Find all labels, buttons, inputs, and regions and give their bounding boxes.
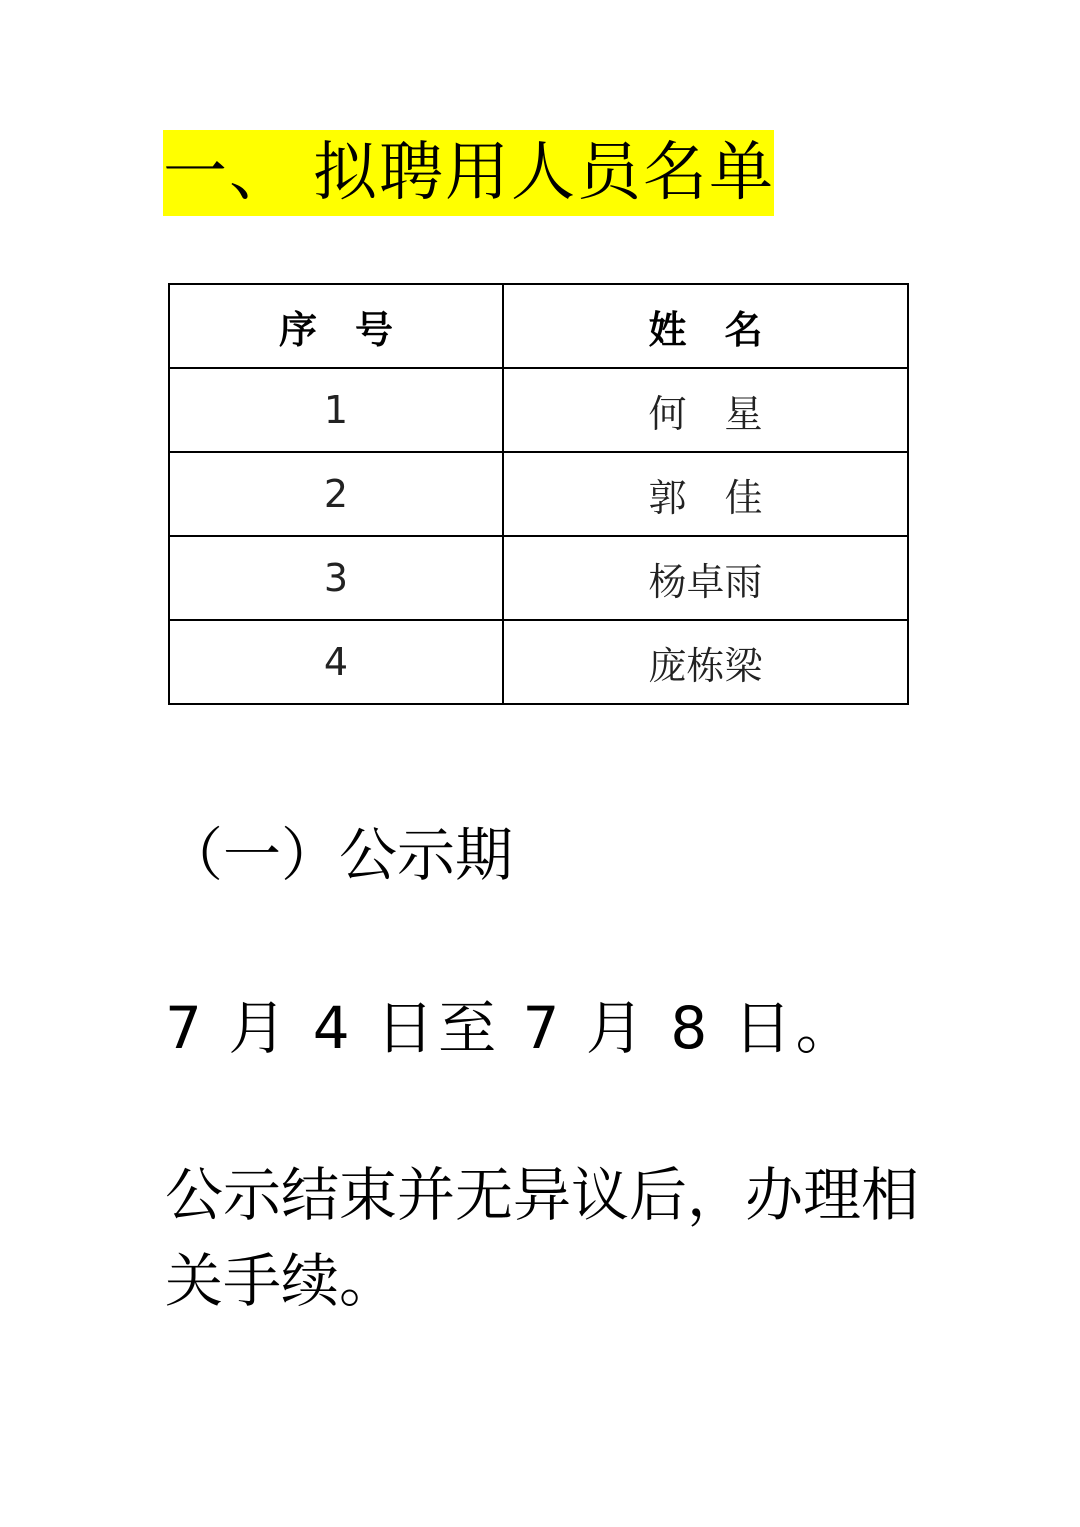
row-name: 郭 佳: [503, 452, 908, 536]
subheading-publicity-period: （一）公示期: [165, 821, 514, 889]
row-index: 3: [169, 536, 503, 620]
row-index: 1: [169, 368, 503, 452]
table-row: [169, 536, 908, 620]
header-index: 序 号: [169, 284, 503, 368]
table-row: [169, 620, 908, 704]
table-header-row: [169, 284, 908, 368]
row-index: 2: [169, 452, 503, 536]
section-title-text: 拟聘用人员名单: [313, 136, 775, 210]
publicity-dates: 7 月 4 日至 7 月 8 日。: [165, 994, 858, 1062]
row-name: 何 星: [503, 368, 908, 452]
header-name: 姓 名: [503, 284, 908, 368]
section-number: 一、: [163, 136, 295, 210]
row-name: 庞栋梁: [503, 620, 908, 704]
section-title: [163, 130, 774, 216]
row-index: 4: [169, 620, 503, 704]
table-row: [169, 452, 908, 536]
closing-note: 公示结束并无异议后，办理相关手续。: [165, 1161, 920, 1315]
row-name: 杨卓雨: [503, 536, 908, 620]
table-row: [169, 368, 908, 452]
roster-table: [168, 283, 909, 705]
